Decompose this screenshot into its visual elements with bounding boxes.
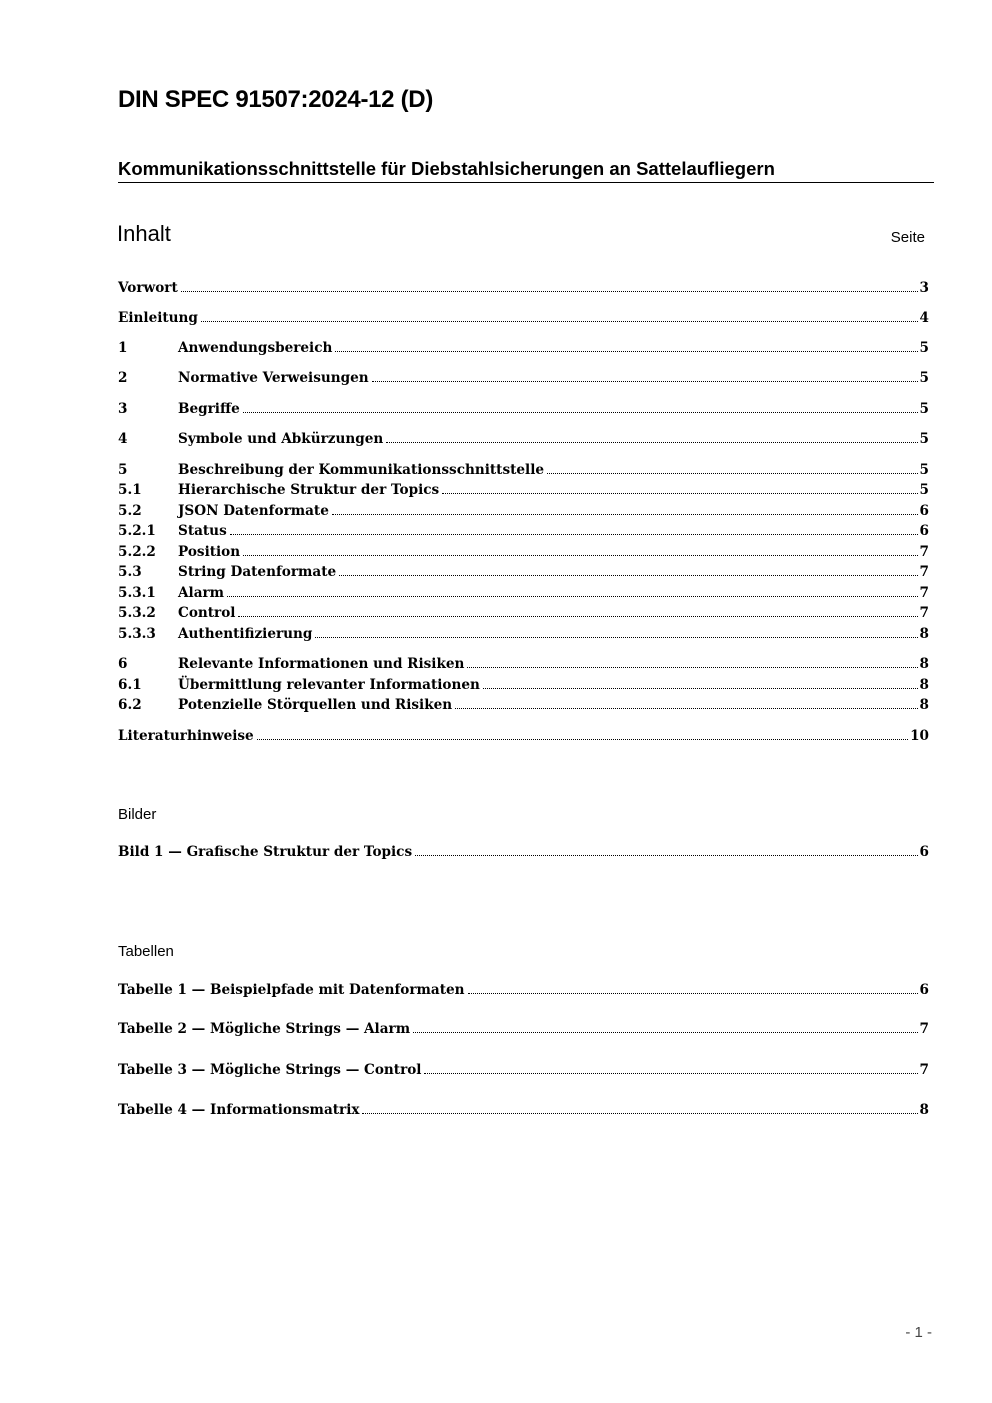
toc-entry-title: Beschreibung der Kommunikationsschnittstelle [178,462,545,478]
leader-dots [257,739,908,740]
leader-dots [181,291,918,292]
toc-entry-page: 8 [919,656,929,672]
table-entry-3[interactable] [118,1062,929,1082]
toc-entry-page: 7 [919,585,929,601]
toc-entry-5-3-2[interactable] [118,605,929,625]
page-number: - 1 - [905,1324,932,1341]
toc-entry-title: Control [178,605,236,621]
toc-entry-literaturhinweise[interactable] [118,728,929,748]
table-entry-title: Tabelle 2 — Mögliche Strings — Alarm [118,1021,411,1037]
toc-entry-title: Status [178,523,227,539]
toc-entry-title: Alarm [178,585,225,601]
toc-entry-number: 5.2 [118,503,142,519]
toc-entry-title: Anwendungsbereich [178,340,333,356]
toc-entry-title: String Datenformate [178,564,337,580]
title-rule [118,182,934,183]
toc-entry-number: 5.3 [118,564,142,580]
toc-entry-5-2-2[interactable] [118,544,929,564]
toc-entry-6-2[interactable] [118,697,929,717]
toc-entry-title: Einleitung [118,310,198,326]
leader-dots [335,351,917,352]
toc-entry-page: 5 [919,482,929,498]
toc-entry-6[interactable] [118,656,929,676]
toc-entry-page: 8 [919,677,929,693]
toc-entry-title: Literaturhinweise [118,728,254,744]
toc-entry-number: 5.1 [118,482,142,498]
toc-entry-number: 5.3.3 [118,626,156,642]
toc-entry-page: 3 [919,280,929,296]
toc-entry-page: 5 [919,401,929,417]
document-title: DIN SPEC 91507:2024-12 (D) [118,86,434,113]
toc-entry-number: 5.2.2 [118,544,156,560]
figure-entry-page: 6 [919,844,929,860]
toc-entry-title: Begriffe [178,401,240,417]
table-entry-4[interactable] [118,1102,929,1122]
page-column-label: Seite [890,229,925,246]
toc-entry-page: 5 [919,431,929,447]
leader-dots [230,534,918,535]
toc-entry-page: 10 [910,728,929,744]
leader-dots [243,555,917,556]
toc-heading: Inhalt [117,221,171,246]
toc-entry-number: 6.2 [118,697,142,713]
toc-entry-5[interactable] [118,462,929,482]
toc-entry-5-3-3[interactable] [118,626,929,646]
leader-dots [238,616,917,617]
leader-dots [483,688,918,689]
toc-entry-title: Normative Verweisungen [178,370,369,386]
toc-entry-title: Symbole und Abkürzungen [178,431,384,447]
toc-entry-title: Übermittlung relevanter Informationen [178,677,480,693]
toc-entry-number: 5.2.1 [118,523,156,539]
leader-dots [424,1073,917,1074]
leader-dots [413,1032,917,1033]
table-entry-page: 7 [919,1062,929,1078]
toc-entry-5-3-1[interactable] [118,585,929,605]
leader-dots [227,596,917,597]
toc-entry-number: 5.3.1 [118,585,156,601]
toc-entry-page: 5 [919,370,929,386]
toc-entry-page: 7 [919,564,929,580]
toc-entry-page: 7 [919,605,929,621]
figure-entry-title: Bild 1 — Grafische Struktur der Topics [118,844,413,860]
toc-entry-title: Potenzielle Störquellen und Risiken [178,697,453,713]
toc-entry-title: Vorwort [118,280,178,296]
leader-dots [339,575,917,576]
leader-dots [442,493,917,494]
toc-entry-number: 6 [118,656,128,672]
leader-dots [547,473,918,474]
toc-entry-6-1[interactable] [118,677,929,697]
toc-entry-number: 6.1 [118,677,142,693]
table-entry-page: 6 [919,982,929,998]
toc-entry-title: Authentifizierung [178,626,313,642]
table-entry-title: Tabelle 4 — Informationsmatrix [118,1102,360,1118]
leader-dots [455,708,917,709]
leader-dots [201,321,918,322]
toc-entry-page: 8 [919,697,929,713]
toc-entry-vorwort[interactable] [118,280,929,300]
toc-entry-title: Hierarchische Struktur der Topics [178,482,440,498]
toc-entry-5-2-1[interactable] [118,523,929,543]
toc-entry-einleitung[interactable] [118,310,929,330]
toc-entry-5-3[interactable] [118,564,929,584]
document-subtitle: Kommunikationsschnittstelle für Diebstahlsicherungen an Sattelaufliegern [118,158,775,179]
toc-entry-page: 8 [919,626,929,642]
toc-entry-5-2[interactable] [118,503,929,523]
toc-entry-title: Relevante Informationen und Risiken [178,656,465,672]
toc-entry-number: 5 [118,462,128,478]
toc-entry-4[interactable] [118,431,929,451]
toc-entry-page: 6 [919,523,929,539]
table-entry-page: 8 [919,1102,929,1118]
figure-entry-1[interactable] [118,844,929,864]
toc-entry-page: 7 [919,544,929,560]
leader-dots [467,667,917,668]
toc-entry-number: 2 [118,370,128,386]
table-entry-title: Tabelle 1 — Beispielpfade mit Datenformaten [118,982,465,998]
table-entry-page: 7 [919,1021,929,1037]
toc-entry-2[interactable] [118,370,929,390]
leader-dots [415,855,917,856]
toc-entry-page: 6 [919,503,929,519]
table-entry-title: Tabelle 3 — Mögliche Strings — Control [118,1062,422,1078]
toc-entry-title: JSON Datenformate [178,503,329,519]
leader-dots [315,637,917,638]
toc-entry-number: 3 [118,401,128,417]
toc-entry-page: 5 [919,340,929,356]
toc-entry-number: 5.3.2 [118,605,156,621]
toc-entry-number: 4 [118,431,128,447]
toc-entry-3[interactable] [118,401,929,421]
tables-heading: Tabellen [118,943,174,960]
table-entry-1[interactable] [118,982,929,1002]
leader-dots [362,1113,917,1114]
leader-dots [243,412,918,413]
toc-entry-title: Position [178,544,241,560]
toc-entry-page: 5 [919,462,929,478]
leader-dots [468,993,918,994]
leader-dots [332,514,918,515]
figures-heading: Bilder [118,806,157,823]
toc-entry-1[interactable] [118,340,929,360]
toc-entry-page: 4 [919,310,929,326]
leader-dots [386,442,917,443]
table-entry-2[interactable] [118,1021,929,1041]
toc-entry-number: 1 [118,340,128,356]
leader-dots [372,381,918,382]
toc-entry-5-1[interactable] [118,482,929,502]
